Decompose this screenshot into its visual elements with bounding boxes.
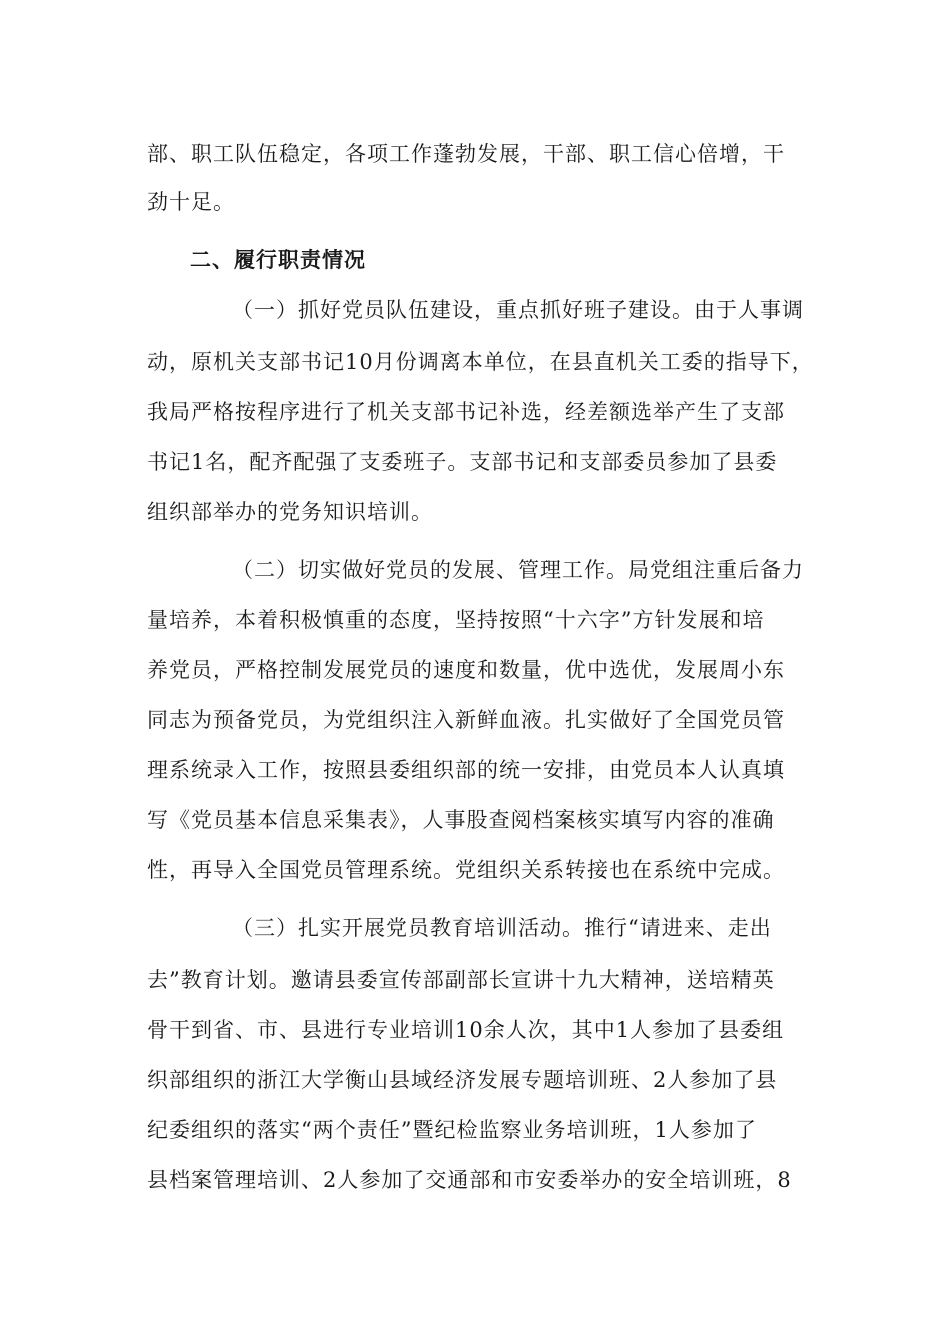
- text-line: 县档案管理培训、2人参加了交通部和市安委举办的安全培训班，8: [147, 1168, 792, 1192]
- text-line: 劲十足。: [147, 190, 235, 214]
- text-line: （三）扎实开展党员教育培训活动。推行“请进来、走出: [232, 916, 772, 940]
- text-line: 织部组织的浙江大学衡山县域经济发展专题培训班、2人参加了县: [147, 1068, 778, 1092]
- text-line: 书记1名，配齐配强了支委班子。支部书记和支部委员参加了县委: [147, 450, 778, 474]
- text-line: 理系统录入工作，按照县委组织部的统一安排，由党员本人认真填: [147, 758, 785, 782]
- text-line: 部、职工队伍稳定，各项工作蓬勃发展，干部、职工信心倍增，干: [147, 142, 785, 166]
- text-line: 骨干到省、市、县进行专业培训10余人次，其中1人参加了县委组: [147, 1018, 785, 1042]
- text-line: 去”教育计划。邀请县委宣传部副部长宣讲十九大精神，送培精英: [147, 968, 775, 992]
- text-line: 组织部举办的党务知识培训。: [147, 500, 433, 524]
- text-line: 写《党员基本信息采集表》，人事股查阅档案核实填写内容的准确: [147, 808, 775, 832]
- text-line: 纪委组织的落实“两个责任”暨纪检监察业务培训班，1人参加了: [147, 1118, 757, 1142]
- text-line: 我局严格按程序进行了机关支部书记补选，经差额选举产生了支部: [147, 400, 785, 424]
- text-line: （一）抓好党员队伍建设，重点抓好班子建设。由于人事调: [232, 298, 804, 322]
- section-heading: 二、履行职责情况: [190, 248, 366, 272]
- text-line: （二）切实做好党员的发展、管理工作。局党组注重后备力: [232, 558, 804, 582]
- text-line: 量培养，本着积极慎重的态度，坚持按照“十六字”方针发展和培: [147, 608, 765, 632]
- text-line: 动，原机关支部书记10月份调离本单位，在县直机关工委的指导下，: [147, 350, 814, 374]
- text-line: 同志为预备党员，为党组织注入新鲜血液。扎实做好了全国党员管: [147, 708, 785, 732]
- text-line: 养党员，严格控制发展党员的速度和数量，优中选优，发展周小东: [147, 658, 785, 682]
- text-line: 性，再导入全国党员管理系统。党组织关系转接也在系统中完成。: [147, 858, 785, 882]
